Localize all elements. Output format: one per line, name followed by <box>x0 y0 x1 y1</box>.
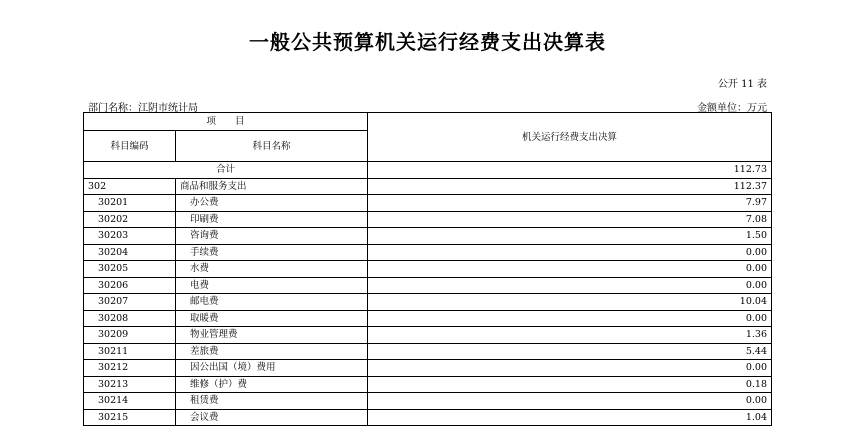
row-code: 30207 <box>84 294 176 311</box>
row-amount: 0.00 <box>368 277 772 294</box>
table-row <box>84 360 772 377</box>
table-row <box>84 343 772 360</box>
header-amount: 机关运行经费支出决算 <box>368 113 772 162</box>
row-name: 办公费 <box>176 195 368 212</box>
row-amount: 0.18 <box>368 376 772 393</box>
row-amount: 0.00 <box>368 393 772 410</box>
table-row <box>84 294 772 311</box>
department-name: 部门名称：江阴市统计局 <box>88 103 198 114</box>
row-amount: 7.97 <box>368 195 772 212</box>
total-row <box>84 162 772 179</box>
row-code: 30201 <box>84 195 176 212</box>
table-row <box>84 376 772 393</box>
table-number: 公开 11 表 <box>717 79 767 90</box>
row-code: 30206 <box>84 277 176 294</box>
row-name: 邮电费 <box>176 294 368 311</box>
table-row <box>84 228 772 245</box>
amount-unit: 金额单位：万元 <box>697 103 767 114</box>
table-row <box>84 178 772 195</box>
row-code: 30208 <box>84 310 176 327</box>
row-name: 手续费 <box>176 244 368 261</box>
table-row <box>84 310 772 327</box>
row-code: 30205 <box>84 261 176 278</box>
row-code: 30212 <box>84 360 176 377</box>
header-name: 科目名称 <box>176 131 368 162</box>
table-row <box>84 393 772 410</box>
row-code: 30214 <box>84 393 176 410</box>
row-code: 30209 <box>84 327 176 344</box>
row-amount: 1.36 <box>368 327 772 344</box>
table-row <box>84 261 772 278</box>
table-row <box>84 277 772 294</box>
row-name: 取暖费 <box>176 310 368 327</box>
row-amount: 7.08 <box>368 211 772 228</box>
table-row <box>84 244 772 261</box>
row-name: 水费 <box>176 261 368 278</box>
row-code: 302 <box>84 178 176 195</box>
header-item: 项 目 <box>84 113 368 131</box>
row-amount: 0.00 <box>368 261 772 278</box>
row-amount: 1.04 <box>368 409 772 426</box>
row-code: 30204 <box>84 244 176 261</box>
row-code: 30213 <box>84 376 176 393</box>
row-name: 商品和服务支出 <box>176 178 368 195</box>
row-amount: 10.04 <box>368 294 772 311</box>
row-amount: 112.37 <box>368 178 772 195</box>
row-name: 会议费 <box>176 409 368 426</box>
row-amount: 5.44 <box>368 343 772 360</box>
header-row-top <box>84 113 772 131</box>
row-amount: 0.00 <box>368 244 772 261</box>
row-amount: 0.00 <box>368 310 772 327</box>
row-amount: 1.50 <box>368 228 772 245</box>
table-row <box>84 327 772 344</box>
table-row <box>84 409 772 426</box>
row-name: 印刷费 <box>176 211 368 228</box>
row-name: 差旅费 <box>176 343 368 360</box>
row-name: 电费 <box>176 277 368 294</box>
row-amount: 0.00 <box>368 360 772 377</box>
row-code: 30202 <box>84 211 176 228</box>
table-row <box>84 195 772 212</box>
header-code: 科目编码 <box>84 131 176 162</box>
row-name: 租赁费 <box>176 393 368 410</box>
report-title: 一般公共预算机关运行经费支出决算表 <box>249 30 606 54</box>
row-name: 因公出国（境）费用 <box>176 360 368 377</box>
row-name: 物业管理费 <box>176 327 368 344</box>
row-code: 30215 <box>84 409 176 426</box>
table-row <box>84 211 772 228</box>
row-code: 30211 <box>84 343 176 360</box>
row-name: 维修（护）费 <box>176 376 368 393</box>
total-label: 合计 <box>84 162 368 179</box>
expenditure-table <box>83 112 772 426</box>
total-amount: 112.73 <box>368 162 772 179</box>
row-code: 30203 <box>84 228 176 245</box>
row-name: 咨询费 <box>176 228 368 245</box>
